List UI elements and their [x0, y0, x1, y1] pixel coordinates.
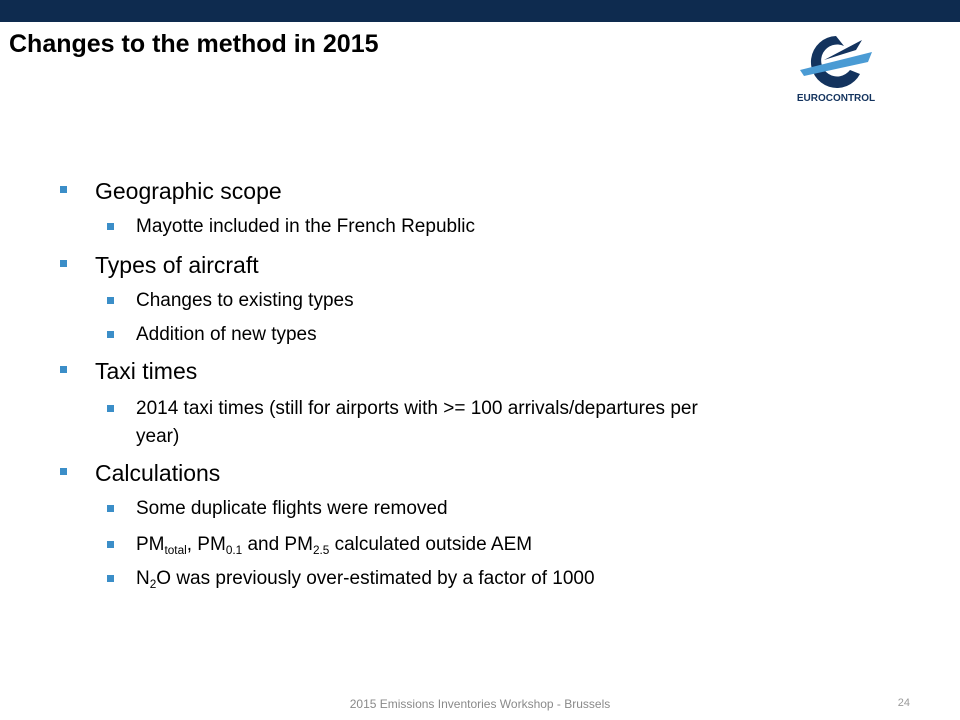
- square-bullet-icon: [107, 541, 114, 548]
- slide-footer: 2015 Emissions Inventories Workshop - Brussels: [349, 697, 611, 711]
- bullet-taxi-times: Taxi times: [95, 358, 197, 385]
- logo-wordmark: EUROCONTROL: [796, 93, 876, 104]
- sub-bullet-duplicate-flights: Some duplicate flights were removed: [136, 498, 448, 520]
- page-number: 24: [897, 697, 910, 709]
- bullet-geographic-scope: Geographic scope: [95, 178, 282, 205]
- square-bullet-icon: [107, 405, 114, 412]
- sub-bullet-pm-calculated: $PM_{total}$, $PM_{0.1}$ and $PM_{2.5}$ calculated outside AEM: [136, 534, 532, 556]
- sub-bullet-changes-existing: Changes to existing types: [136, 290, 354, 312]
- sub-bullet-mayotte: Mayotte included in the French Republic: [136, 216, 475, 238]
- square-bullet-icon: [60, 260, 67, 267]
- square-bullet-icon: [60, 468, 67, 475]
- sub-bullet-addition-new: Addition of new types: [136, 324, 317, 346]
- square-bullet-icon: [107, 331, 114, 338]
- square-bullet-icon: [60, 186, 67, 193]
- square-bullet-icon: [60, 366, 67, 373]
- square-bullet-icon: [107, 223, 114, 230]
- sub-bullet-2014-taxi-continued: year): [136, 426, 180, 447]
- slide-title: Changes to the method in 2015: [9, 30, 379, 58]
- square-bullet-icon: [107, 297, 114, 304]
- bullet-types-of-aircraft: Types of aircraft: [95, 252, 259, 279]
- square-bullet-icon: [107, 505, 114, 512]
- sub-bullet-2014-taxi: 2014 taxi times (still for airports with >= 100 arrivals/departures per: [136, 398, 698, 420]
- sub-bullet-n2o: $N_2O$ was previously over-estimated by a factor of 1000: [136, 568, 595, 590]
- bullet-calculations: Calculations: [95, 460, 220, 487]
- square-bullet-icon: [107, 575, 114, 582]
